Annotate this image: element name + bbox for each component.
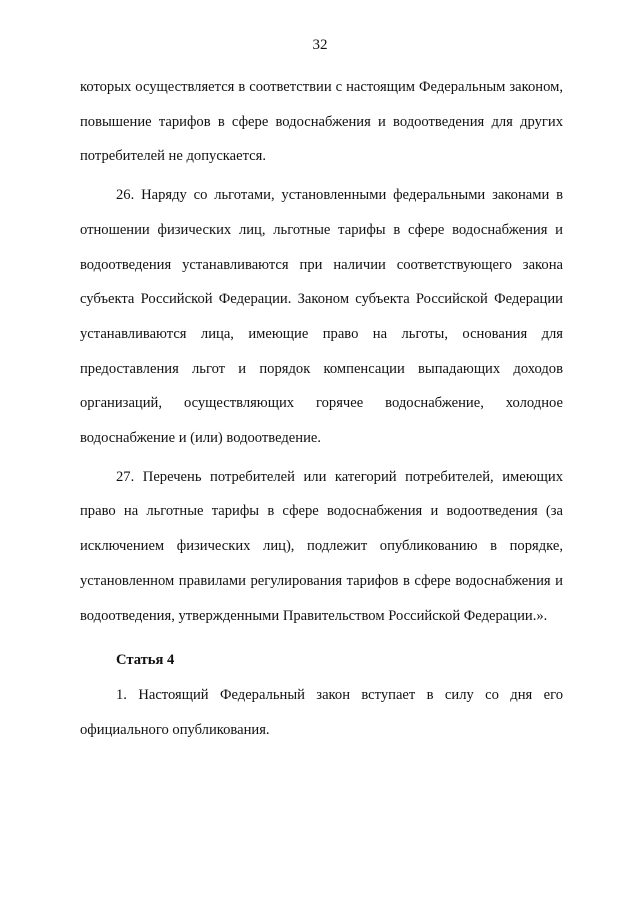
- article-heading: Статья 4: [116, 652, 175, 669]
- paragraph-item-27: 27. Перечень потребителей или категорий потребителей, имеющих право на льготные тарифы в сфере водоснабжения и водоотведения (за исключением физических лиц), подлежит опубликованию в порядке, установленном правилами регулирования тарифов в сфере водоснабжения и водоотведения, утвержденными Правительством Российской Федерации.».: [80, 468, 563, 624]
- paragraph-item-26: 26. Наряду со льготами, установленными федеральными законами в отношении физических лиц, льготные тарифы в сфере водоснабжения и водоотведения устанавливаются при наличии соответствующего закона субъекта Российской Федерации. Законом субъекта Российской Федерации устанавливаются лица, имеющие право на льготы, основания для предоставления льгот и порядок компенсации выпадающих доходов организаций, осуществляющих горячее водоснабжение, холодное водоснабжение и (или) водоотведение.: [80, 187, 563, 447]
- document-body: [80, 70, 563, 747]
- page-number: 32: [312, 37, 328, 53]
- paragraph-continuation: которых осуществляется в соответствии с настоящим Федеральным законом, повышение тарифов в сфере водоснабжения и водоотведения для других потребителей не допускается.: [80, 79, 563, 165]
- paragraph-article-4-item-1: 1. Настоящий Федеральный закон вступает в силу со дня его официального опубликования.: [80, 686, 563, 738]
